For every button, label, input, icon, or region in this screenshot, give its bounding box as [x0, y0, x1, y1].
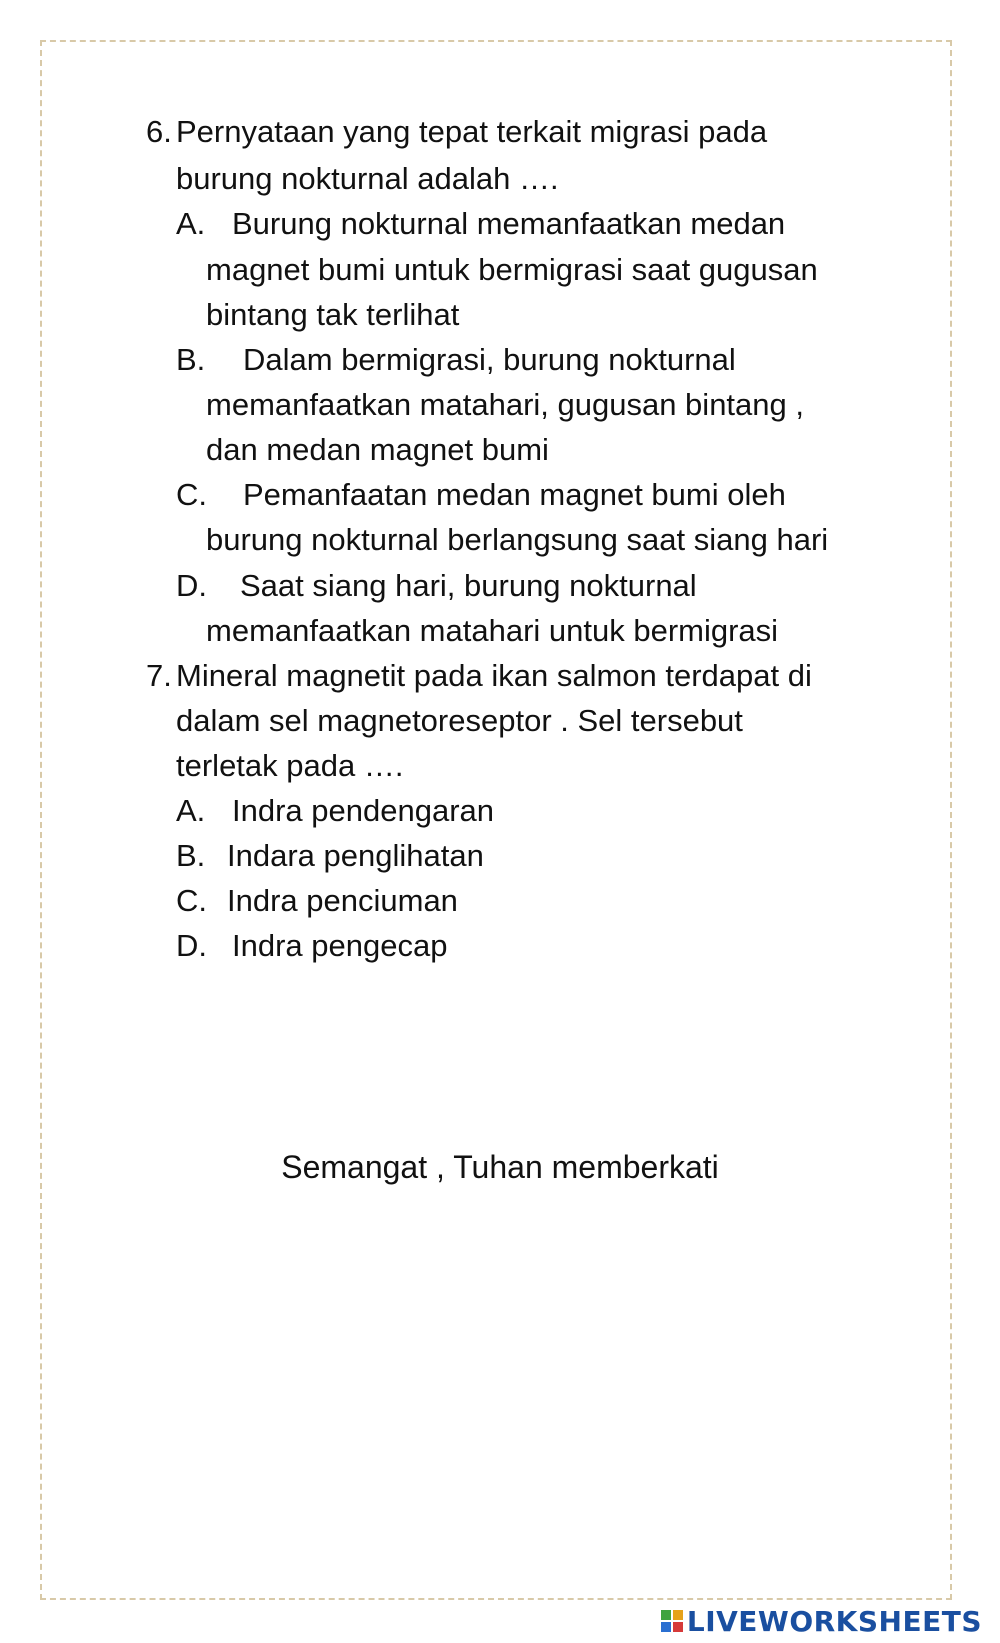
- liveworksheets-logo-icon: [661, 1610, 683, 1632]
- question-6-option-d-line-2: memanfaatkan matahari untuk bermigrasi: [206, 613, 779, 648]
- question-7-option-d-letter: D.: [176, 928, 207, 963]
- question-6-option-a-line-1: Burung nokturnal memanfaatkan medan: [232, 206, 786, 241]
- question-6-option-c-line-1: Pemanfaatan medan magnet bumi oleh: [243, 477, 786, 512]
- question-7-text-line-1: Mineral magnetit pada ikan salmon terdapat di: [176, 658, 812, 693]
- question-7-option-a-text: Indra pendengaran: [232, 793, 495, 828]
- question-6-option-d-line-1: Saat siang hari, burung nokturnal: [240, 568, 697, 603]
- liveworksheets-logo: [661, 1603, 982, 1639]
- question-7-text-line-3: terletak pada ….: [176, 748, 404, 783]
- question-7-option-b-text: Indara penglihatan: [227, 838, 484, 873]
- question-6-option-c-letter: C.: [176, 477, 207, 512]
- liveworksheets-logo-text: LIVEWORKSHEETS: [686, 1604, 982, 1638]
- question-6-option-b-line-1: Dalam bermigrasi, burung nokturnal: [243, 342, 736, 377]
- question-6-option-b-line-3: dan medan magnet bumi: [206, 432, 549, 467]
- question-7-option-a-letter: A.: [176, 793, 206, 828]
- closing-message: Semangat , Tuhan memberkati: [281, 1149, 719, 1185]
- question-6-option-b-line-2: memanfaatkan matahari, gugusan bintang ,: [206, 387, 804, 422]
- question-7-text-line-2: dalam sel magnetoreseptor . Sel tersebut: [176, 703, 743, 738]
- question-7-option-c-text: Indra penciuman: [227, 883, 458, 918]
- question-6-option-c-line-2: burung nokturnal berlangsung saat siang hari: [206, 522, 829, 557]
- question-7-option-d-text: Indra pengecap: [232, 928, 448, 963]
- question-6-text-line-1: Pernyataan yang tepat terkait migrasi pada: [176, 114, 768, 149]
- question-7-option-c-letter: C.: [176, 883, 207, 918]
- question-6-option-a-line-2: magnet bumi untuk bermigrasi saat gugusan: [206, 252, 818, 287]
- question-6-option-a-line-3: bintang tak terlihat: [206, 297, 460, 332]
- question-6-text-line-2: burung nokturnal adalah ….: [176, 161, 559, 196]
- question-6-option-b-letter: B.: [176, 342, 206, 377]
- question-7-number: 7.: [146, 658, 172, 693]
- question-6-option-a-letter: A.: [176, 206, 206, 241]
- question-6-number: 6.: [146, 114, 172, 149]
- question-6-option-d-letter: D.: [176, 568, 207, 603]
- question-7-option-b-letter: B.: [176, 838, 206, 873]
